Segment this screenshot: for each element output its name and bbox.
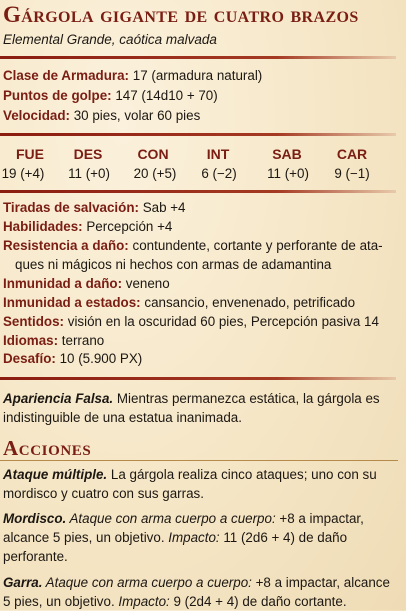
divider xyxy=(0,190,396,193)
condition-immunities xyxy=(3,294,355,312)
hit-label: Impacto: xyxy=(168,530,220,545)
actions-heading: Acciones xyxy=(3,436,92,460)
trait-text: Mientras permanezca estática, la gárgola es indistinguible de una estatua inanimada. xyxy=(3,391,380,425)
divider xyxy=(0,56,396,59)
ability-name-str: FUE xyxy=(16,146,44,162)
senses-value: visión en la oscuridad 60 pies, Percepción pasiva 14 xyxy=(67,314,379,329)
hit-points-label: Puntos de golpe: xyxy=(3,88,112,103)
speed-value: 30 pies, volar 60 pies xyxy=(73,108,201,123)
armor-class-label: Clase de Armadura: xyxy=(3,68,130,83)
trait-name: Apariencia Falsa. xyxy=(3,391,114,406)
ability-name-wis: SAB xyxy=(272,146,302,162)
action-text: +8 a impactar, alcance 5 pies, un objetivo. xyxy=(3,575,390,609)
hit-label: Impacto: xyxy=(118,594,170,609)
languages xyxy=(3,332,104,350)
action-name: Mordisco. xyxy=(3,511,67,526)
damage-resistances xyxy=(3,237,383,255)
skills xyxy=(3,218,172,236)
skills-label: Habilidades: xyxy=(3,219,83,234)
damage-resistances-label: Resistencia a daño: xyxy=(3,238,129,253)
damage-immunities-label: Inmunidad a daño: xyxy=(3,276,123,291)
action-damage: 11 (2d6 + 4) de daño perforante. xyxy=(3,530,348,564)
challenge-value: 10 (5.900 PX) xyxy=(59,351,143,366)
armor-class xyxy=(3,67,262,85)
ability-score-dex: 11 (+0) xyxy=(68,166,110,181)
hit-points-value: 147 (14d10 + 70) xyxy=(115,88,218,103)
action-multiattack xyxy=(3,465,398,503)
action-name: Garra. xyxy=(3,575,43,590)
ability-name-dex: DES xyxy=(73,146,103,162)
condition-immunities-label: Inmunidad a estados: xyxy=(3,295,141,310)
speed-label: Velocidad: xyxy=(3,108,70,123)
senses-label: Sentidos: xyxy=(3,314,65,329)
skills-value: Percepción +4 xyxy=(86,219,173,234)
damage-immunities-value: veneno xyxy=(125,276,170,291)
challenge-label: Desafío: xyxy=(3,351,56,366)
languages-label: Idiomas: xyxy=(3,333,59,348)
ability-score-cha: 9 (−1) xyxy=(334,166,370,181)
action-text: +8 a impactar, alcance 5 pies, un objetivo. xyxy=(3,511,364,545)
attack-type: Ataque con arma cuerpo a cuerpo: xyxy=(42,575,252,590)
action-damage: 9 (2d4 + 4) de daño cortante. xyxy=(169,594,347,609)
creature-name: Gárgola gigante de cuatro brazos xyxy=(3,2,359,27)
ability-name-cha: CAR xyxy=(336,146,368,162)
creature-type: Elemental Grande, caótica malvada xyxy=(3,32,217,47)
divider xyxy=(0,377,396,380)
ability-score-con: 20 (+5) xyxy=(133,166,177,181)
armor-class-value: 17 (armadura natural) xyxy=(132,68,263,83)
saving-throws xyxy=(3,199,186,217)
trait-false-appearance xyxy=(3,389,398,427)
ability-name-int: INT xyxy=(206,146,230,162)
action-claw xyxy=(3,573,398,611)
divider xyxy=(0,133,396,136)
attack-type: Ataque con arma cuerpo a cuerpo: xyxy=(66,511,276,526)
action-name: Ataque múltiple. xyxy=(3,467,108,482)
action-bite xyxy=(3,509,398,566)
challenge xyxy=(3,350,142,368)
speed xyxy=(3,107,200,125)
saving-throws-label: Tiradas de salvación: xyxy=(3,200,139,215)
hit-points xyxy=(3,87,218,105)
ability-score-int: 6 (−2) xyxy=(201,166,237,181)
saving-throws-value: Sab +4 xyxy=(142,200,186,215)
languages-value: terrano xyxy=(61,333,105,348)
ability-score-wis: 11 (+0) xyxy=(267,166,309,181)
senses xyxy=(3,313,379,331)
actions-divider xyxy=(0,460,398,461)
ability-score-str: 19 (+4) xyxy=(1,166,45,181)
damage-resistances-value: contundente, cortante y perforante de ata- xyxy=(132,238,383,253)
condition-immunities-value: cansancio, envenenado, petrificado xyxy=(144,295,356,310)
action-text: La gárgola realiza cinco ataques; uno con su mordisco y cuatro con sus garras. xyxy=(3,467,377,501)
damage-immunities xyxy=(3,275,170,293)
damage-resistances-cont: ques ni mágicos ni hechos con armas de adamantina xyxy=(15,257,332,272)
ability-name-con: CON xyxy=(137,146,169,162)
